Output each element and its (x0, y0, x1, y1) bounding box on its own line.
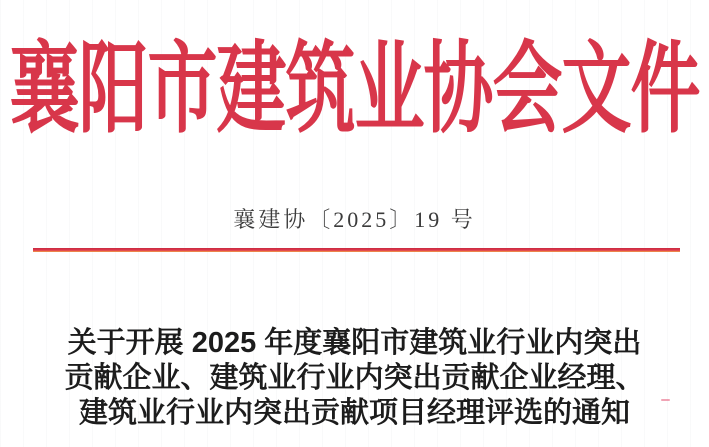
notice-title (0, 326, 709, 431)
document-number: 襄建协〔2025〕19 号 (233, 207, 476, 232)
notice-title-line-3: 建筑业行业内突出贡献项目经理评选的通知 (78, 397, 630, 429)
notice-title-line-1: 关于开展 2025 年度襄阳市建筑业行业内突出 (67, 327, 642, 359)
red-separator-line (33, 248, 680, 252)
document-header-title: 襄阳市建筑业协会文件 (9, 36, 700, 146)
notice-title-line-2: 贡献企业、建筑业行业内突出贡献企业经理、 (64, 362, 645, 394)
scan-artifact-speck (661, 399, 670, 401)
